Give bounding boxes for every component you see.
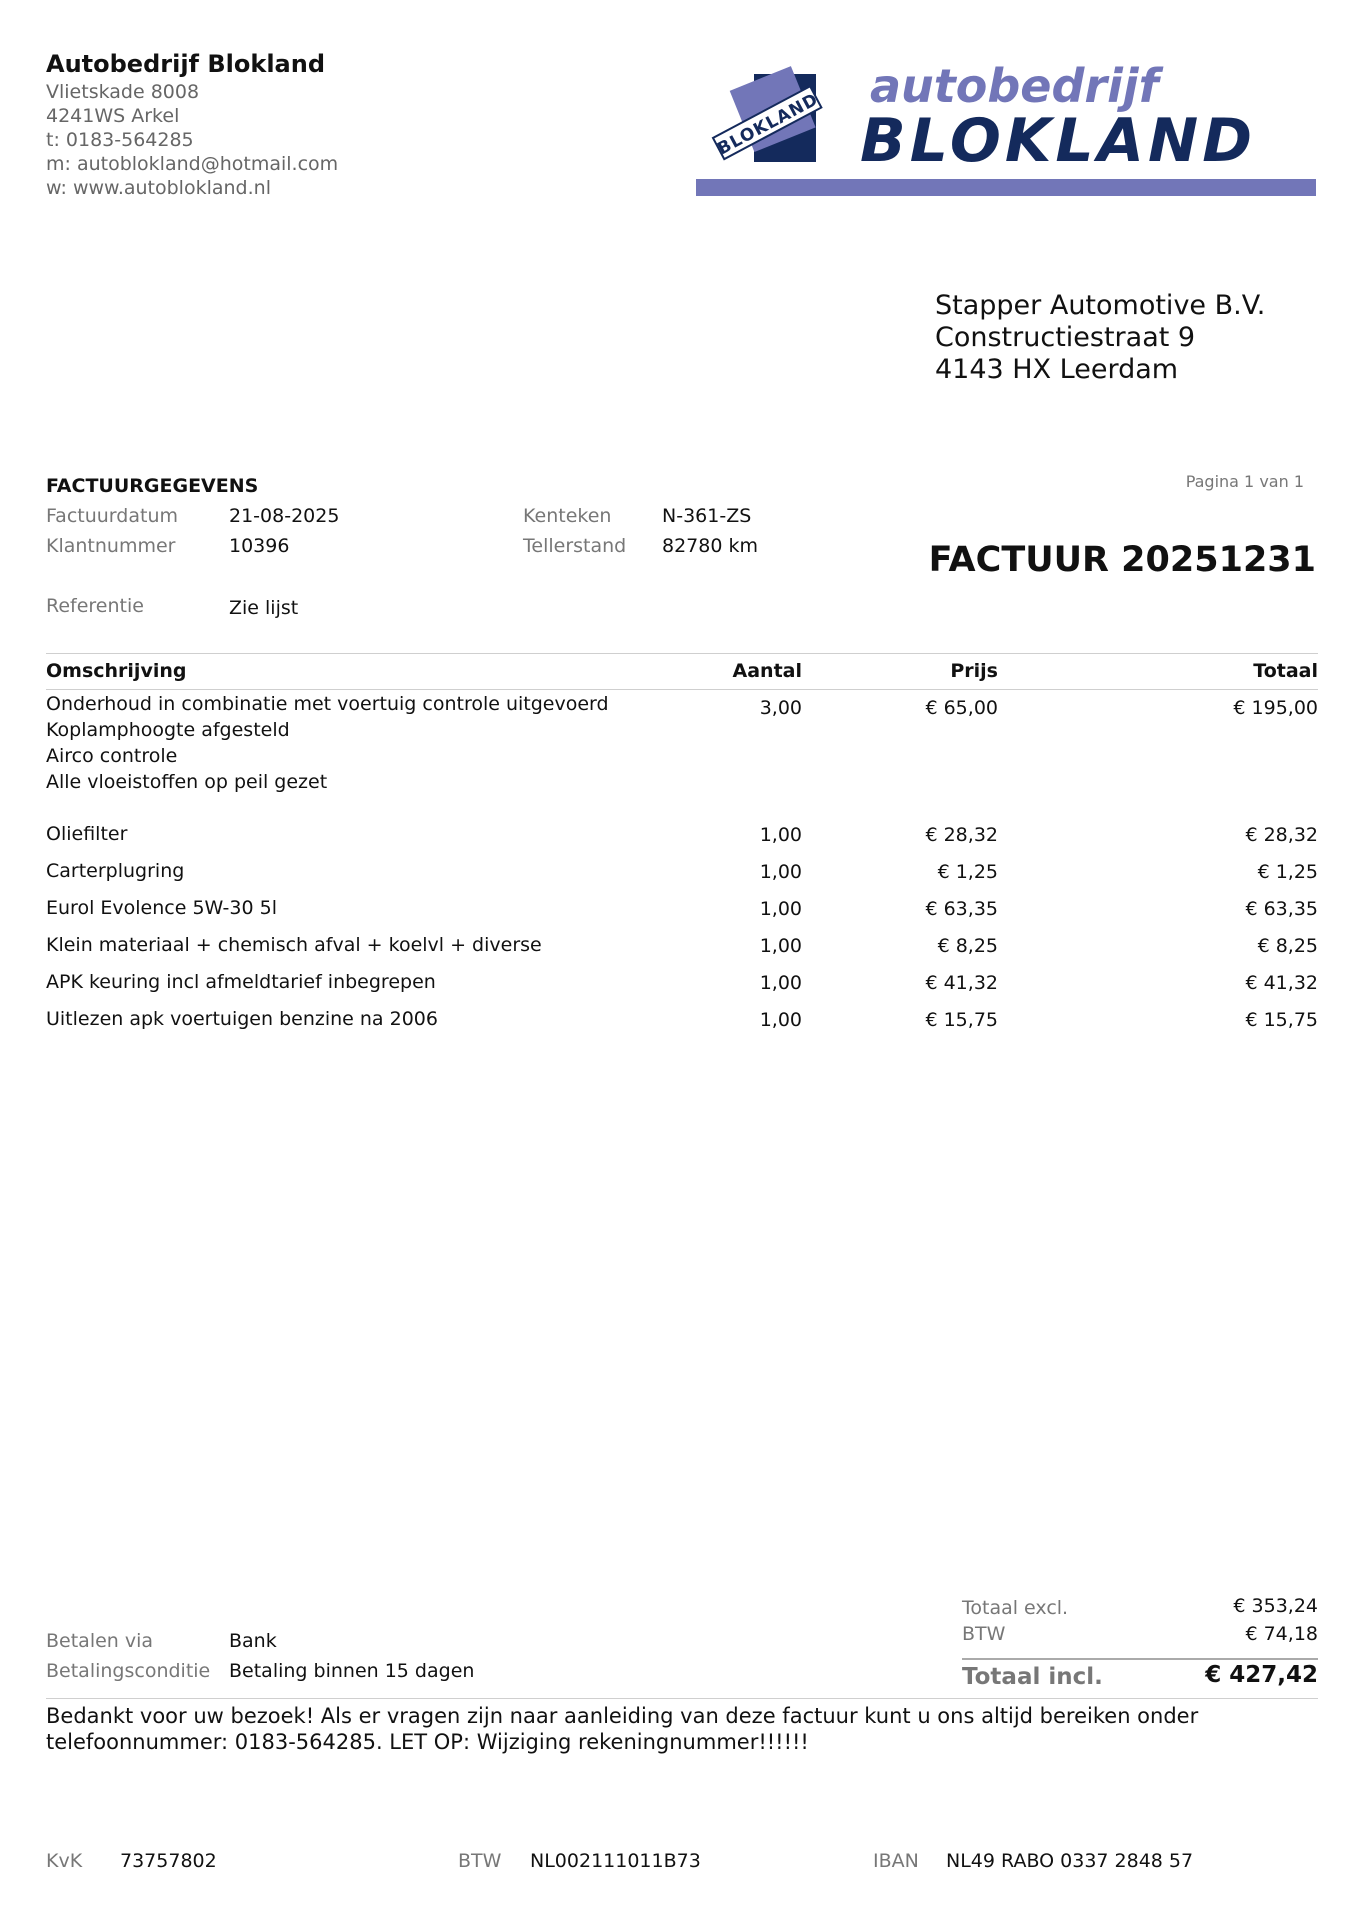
invoice-title: FACTUUR 20251231 xyxy=(928,540,1316,580)
recipient-postcode-city: 4143 HX Leerdam xyxy=(935,354,1179,385)
recipient-street: Constructiestraat 9 xyxy=(935,322,1196,353)
subtotal-label: Totaal excl. xyxy=(962,1597,1069,1619)
table-row-description: Uitlezen apk voertuigen benzine na 2006 xyxy=(46,1008,438,1030)
table-header-divider xyxy=(46,689,1318,690)
customer-number-value: 10396 xyxy=(229,535,290,557)
table-row-price: € 1,25 xyxy=(937,861,998,883)
company-email: m: autoblokland@hotmail.com xyxy=(46,153,339,175)
logo-main-word: BLOKLAND xyxy=(860,106,1257,176)
license-plate-value: N-361-ZS xyxy=(662,505,752,527)
totals-bottom-divider xyxy=(46,1698,1318,1699)
invoice-details-heading: FACTUURGEGEVENS xyxy=(46,475,259,497)
table-row-total: € 1,25 xyxy=(1257,861,1318,883)
reference-value: Zie lijst xyxy=(229,597,299,619)
company-website: w: www.autoblokland.nl xyxy=(46,177,271,199)
column-header-description: Omschrijving xyxy=(46,660,187,682)
reference-label: Referentie xyxy=(46,595,144,617)
company-address-block xyxy=(46,80,338,200)
invoice-date-value: 21-08-2025 xyxy=(229,505,340,527)
vat-number-label: BTW xyxy=(458,1850,502,1872)
table-row-total: € 195,00 xyxy=(1233,697,1318,719)
company-postcode-city: 4241WS Arkel xyxy=(46,105,180,127)
description-line: Onderhoud in combinatie met voertuig controle uitgevoerd xyxy=(46,693,609,715)
odometer-value: 82780 km xyxy=(662,535,758,557)
table-row-description xyxy=(46,691,646,795)
recipient-address xyxy=(935,290,1265,386)
grand-total-label: Totaal incl. xyxy=(962,1664,1103,1690)
table-row-price: € 41,32 xyxy=(925,972,998,994)
invoice-date-label: Factuurdatum xyxy=(46,505,178,527)
table-row-price: € 15,75 xyxy=(925,1009,998,1031)
odometer-label: Tellerstand xyxy=(523,535,627,557)
vat-value: € 74,18 xyxy=(1245,1623,1318,1645)
table-row-price: € 28,32 xyxy=(925,824,998,846)
table-row-price: € 65,00 xyxy=(925,697,998,719)
table-row-total: € 28,32 xyxy=(1245,824,1318,846)
iban-label: IBAN xyxy=(873,1850,919,1872)
table-row-quantity: 1,00 xyxy=(759,861,802,883)
company-phone: t: 0183-564285 xyxy=(46,129,194,151)
kvk-value: 73757802 xyxy=(120,1850,217,1872)
table-row-description: Eurol Evolence 5W-30 5l xyxy=(46,897,277,919)
table-row-description: Oliefilter xyxy=(46,823,128,845)
customer-number-label: Klantnummer xyxy=(46,535,176,557)
logo-underline-bar xyxy=(696,179,1316,196)
payment-method-value: Bank xyxy=(229,1630,277,1652)
company-street: Vlietskade 8008 xyxy=(46,81,200,103)
table-row-total: € 63,35 xyxy=(1245,898,1318,920)
table-row-total: € 15,75 xyxy=(1245,1009,1318,1031)
description-line: Alle vloeistoffen op peil gezet xyxy=(46,771,328,793)
payment-terms-label: Betalingsconditie xyxy=(46,1660,211,1682)
vat-label: BTW xyxy=(962,1623,1006,1645)
column-header-total: Totaal xyxy=(1253,660,1318,682)
payment-terms-value: Betaling binnen 15 dagen xyxy=(229,1660,475,1682)
description-line: Koplamphoogte afgesteld xyxy=(46,719,290,741)
table-row-quantity: 1,00 xyxy=(759,898,802,920)
license-plate-label: Kenteken xyxy=(523,505,612,527)
company-logo xyxy=(696,60,1316,200)
company-name: Autobedrijf Blokland xyxy=(46,50,325,78)
payment-method-label: Betalen via xyxy=(46,1630,154,1652)
table-row-quantity: 1,00 xyxy=(759,1009,802,1031)
table-row-quantity: 3,00 xyxy=(759,697,802,719)
recipient-name: Stapper Automotive B.V. xyxy=(935,290,1266,321)
table-row-total: € 41,32 xyxy=(1245,972,1318,994)
table-row-quantity: 1,00 xyxy=(759,935,802,957)
logo-top-word: autobedrijf xyxy=(870,60,1159,113)
table-row-description: APK keuring incl afmeldtarief inbegrepen xyxy=(46,971,436,993)
iban-value: NL49 RABO 0337 2848 57 xyxy=(946,1850,1194,1872)
table-row-quantity: 1,00 xyxy=(759,824,802,846)
table-row-total: € 8,25 xyxy=(1257,935,1318,957)
table-top-divider xyxy=(46,653,1318,654)
table-row-description: Carterplugring xyxy=(46,860,185,882)
table-row-price: € 8,25 xyxy=(937,935,998,957)
kvk-label: KvK xyxy=(46,1850,83,1872)
table-row-description: Klein materiaal + chemisch afval + koelvl + diverse xyxy=(46,934,542,956)
vat-number-value: NL002111011B73 xyxy=(530,1850,701,1872)
column-header-quantity: Aantal xyxy=(732,660,802,682)
page-indicator: Pagina 1 van 1 xyxy=(1185,472,1304,491)
table-row-quantity: 1,00 xyxy=(759,972,802,994)
table-row-price: € 63,35 xyxy=(925,898,998,920)
logo-badge-text: BLOKLAND xyxy=(714,89,822,160)
grand-total-divider xyxy=(962,1658,1318,1660)
column-header-price: Prijs xyxy=(950,660,998,682)
thank-you-message: Bedankt voor uw bezoek! Als er vragen zijn naar aanleiding van deze factuur kunt u ons altijd bereiken onder telefoonnummer: 0183-564285. LET OP: Wijziging rekeningnummer!!!!!! xyxy=(46,1704,1199,1754)
description-line: Airco controle xyxy=(46,745,178,767)
subtotal-value: € 353,24 xyxy=(1233,1595,1318,1617)
grand-total-value: € 427,42 xyxy=(1205,1662,1318,1688)
